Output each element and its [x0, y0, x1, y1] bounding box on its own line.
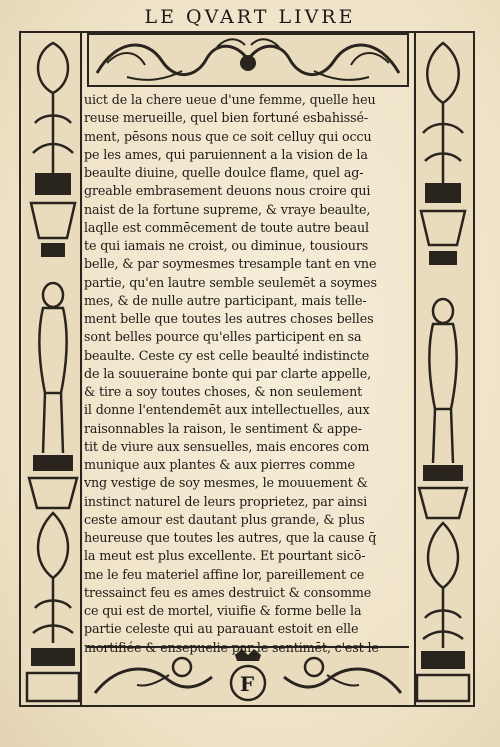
text-line: pe les ames, qui paruiennent a la vision de la	[84, 146, 368, 162]
running-head: LE QVART LIVRE	[144, 6, 356, 28]
right-column-ornament	[413, 33, 473, 705]
text-line: heureuse que toutes les autres, que la cause q̄	[84, 530, 377, 545]
text-line: tressainct feu es ames destruict & consomme	[84, 584, 372, 600]
text-line: partie celeste qui au parauant estoit en elle	[84, 621, 359, 637]
text-line: belle, & par soymesmes tresample tant en vne	[84, 256, 377, 272]
text-line: te qui iamais ne croist, ou diminue, tousiours	[84, 238, 369, 253]
text-line: & tire a soy toutes choses, & non seulement	[84, 384, 363, 399]
top-foliage-ornament	[87, 33, 409, 87]
text-line: sont belles pource qu'elles participent en sa	[84, 329, 362, 345]
text-line: beaulte. Ceste cy est celle beaulté indistincte	[84, 347, 370, 363]
text-line: de la souueraine bonte qui par clarte appelle,	[84, 365, 371, 381]
text-line: ce qui est de mortel, viuifie & forme belle la	[84, 603, 362, 618]
text-line: mortifiée & ensepuelie par le sentimēt, c'est le	[84, 639, 379, 655]
left-column-ornament	[23, 33, 83, 705]
text-line: laqlle est commēcement de toute autre beaul	[84, 219, 369, 235]
body-text	[84, 91, 410, 657]
text-line: ment, pēsons nous que ce soit celluy qui occu	[84, 128, 372, 144]
text-line: mes, & de nulle autre participant, mais telle-	[84, 292, 367, 308]
text-line: la meut est plus excellente. Et pourtant sicō-	[84, 548, 366, 564]
text-line: me le feu materiel affine lor, pareillement ce	[84, 566, 365, 582]
ornament-initial-letter: F	[239, 672, 255, 696]
text-line: beaulte diuine, quelle doulce flame, quel ag-	[84, 165, 364, 180]
text-line: greable embrasement deuons nous croire qui	[84, 183, 371, 199]
text-line: reuse merueille, quel bien fortuné esbahissé-	[84, 110, 368, 126]
text-line: ment belle que toutes les autres choses belles	[84, 311, 374, 326]
text-line: instinct naturel de leurs proprietez, par ainsi	[84, 493, 368, 509]
text-line: vng vestige de soy mesmes, le mouuement &	[84, 475, 368, 491]
text-line: raisonnables la raison, le sentiment & appe-	[84, 420, 362, 436]
text-line: il donne l'entendemēt aux intellectuelles, aux	[84, 402, 370, 418]
text-line: ceste amour est dautant plus grande, & plus	[84, 511, 365, 527]
text-line: partie, qu'en lautre semble seulemēt a soymes	[84, 274, 377, 290]
text-line: naist de la fortune supreme, & vraye beaulte,	[84, 201, 371, 217]
text-line: uict de la chere ueue d'une femme, quelle heu	[84, 92, 376, 107]
text-line: munique aux plantes & aux pierres comme	[84, 457, 355, 472]
text-line: tit de viure aux sensuelles, mais encores com	[84, 438, 370, 454]
